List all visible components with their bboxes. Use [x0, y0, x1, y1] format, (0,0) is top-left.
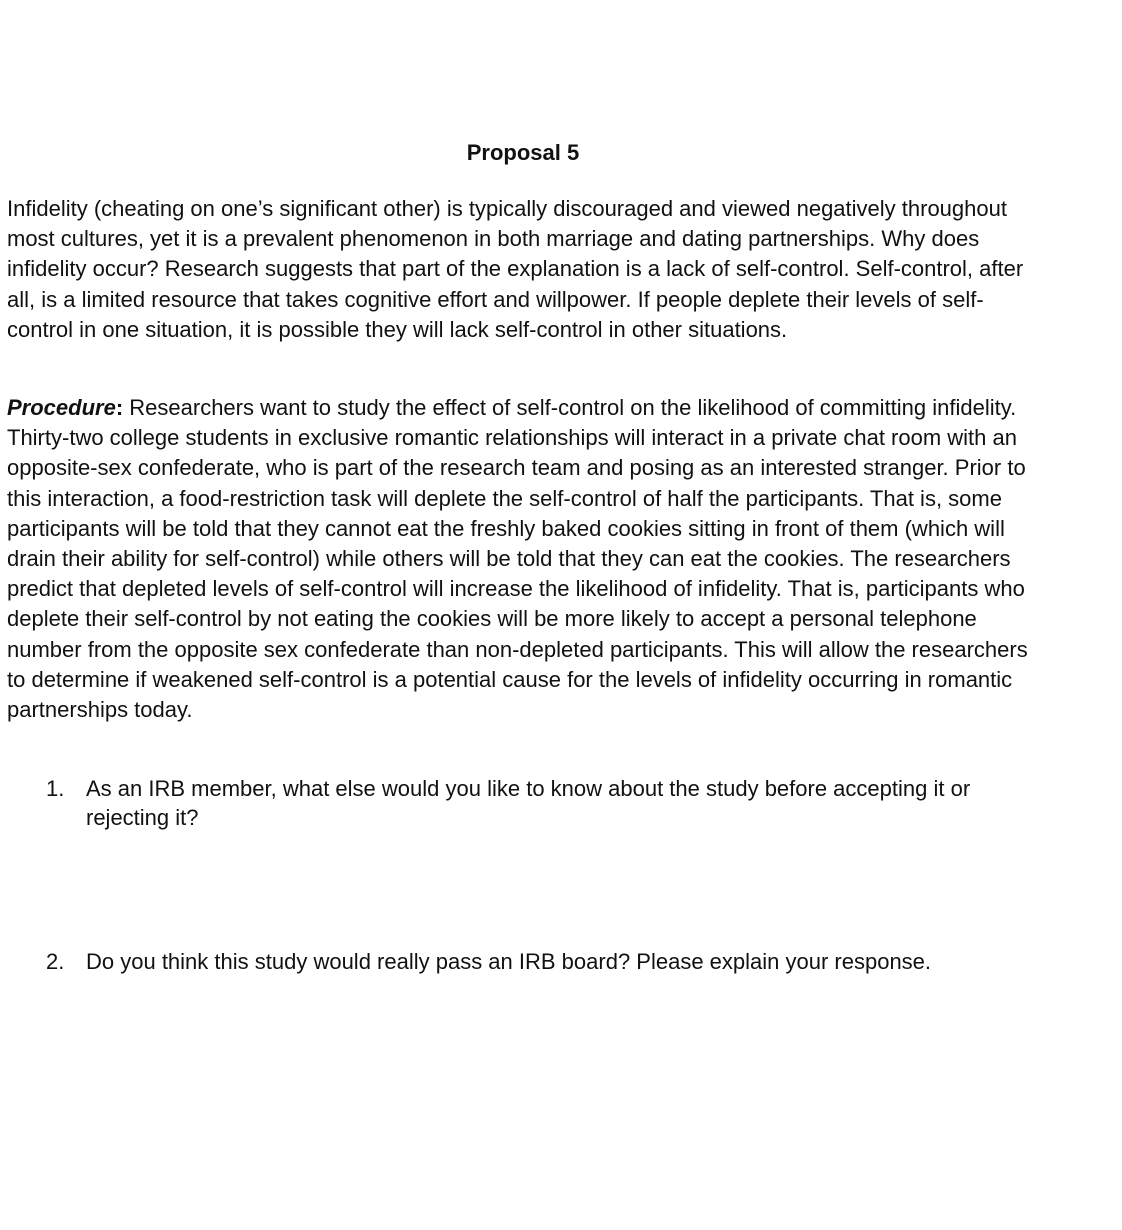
question-1 — [46, 774, 1046, 832]
procedure-colon: : — [115, 395, 124, 420]
question-number: 2. — [46, 949, 65, 974]
procedure-text: Researchers want to study the effect of self-control on the likelihood of committing infidelity. Thirty-two college students in exclusive romantic relationships will interact in a private chat room with an opposite-sex confederate, who is part of the research team and posing as an interested stranger. Prior to this interaction, a food-restriction task will deplete the self-control of half the participants. That is, some participants will be told that they cannot eat the freshly baked cookies sitting in front of them (which will drain their ability for self-control) while others will be told that they can eat the cookies. The researchers predict that depleted levels of self-control will increase the likelihood of infidelity. That is, participants who deplete their self-control by not eating the cookies will be more likely to accept a personal telephone number from the opposite sex confederate than non-depleted participants. This will allow the researchers to determine if weakened self-control is a potential cause for the levels of infidelity occurring in romantic partnerships today. — [7, 395, 1028, 723]
question-2 — [46, 947, 1046, 976]
intro-paragraph: Infidelity (cheating on one’s significant other) is typically discouraged and viewed negatively throughout most cultures, yet it is a prevalent phenomenon in both marriage and dating partnerships. Why does infidelity occur? Research suggests that part of the explanation is a lack of self-control. Self-control, after all, is a limited resource that takes cognitive effort and willpower. If people deplete their levels of self-control in one situation, it is possible they will lack self-control in other situations. — [7, 196, 1024, 342]
page-title: Proposal 5 — [466, 140, 580, 165]
question-text: Do you think this study would really pass an IRB board? Please explain your response. — [86, 949, 932, 974]
procedure-label: Procedure — [7, 395, 116, 420]
question-text: As an IRB member, what else would you like to know about the study before accepting it or rejecting it? — [86, 776, 971, 830]
question-number: 1. — [46, 776, 65, 801]
procedure-paragraph — [7, 393, 1047, 725]
